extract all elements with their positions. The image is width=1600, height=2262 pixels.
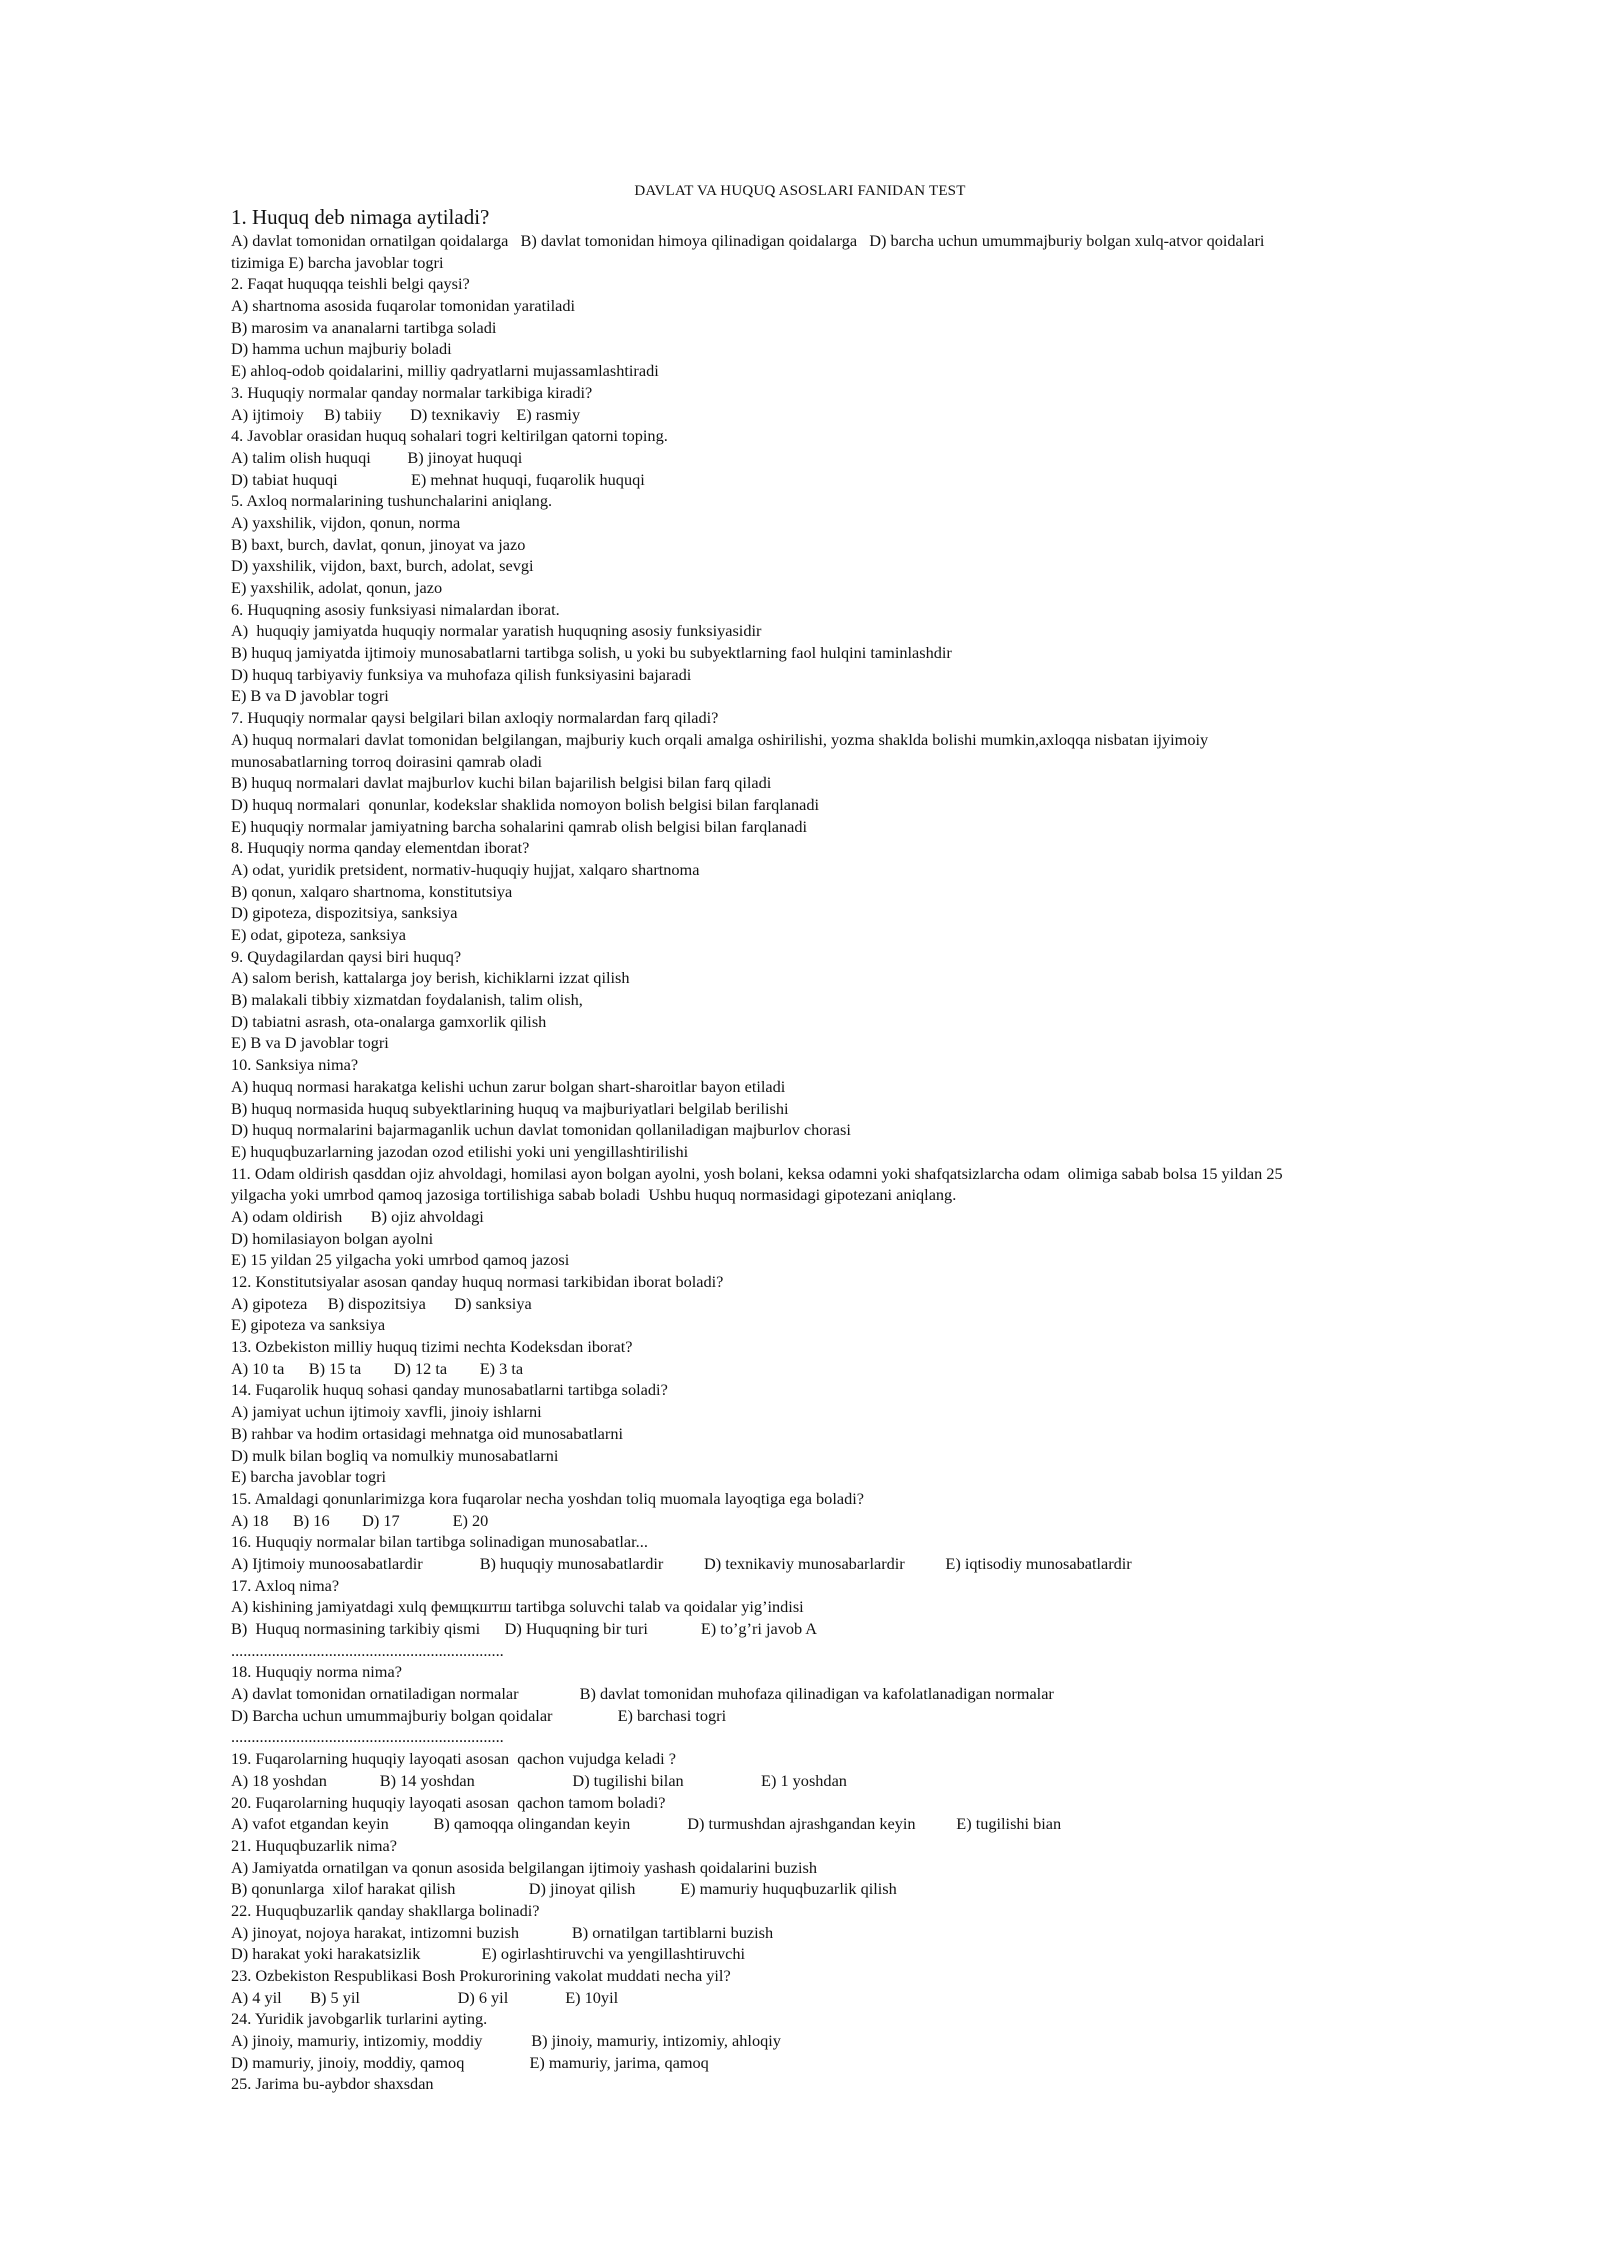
question-line: 15. Amaldagi qonunlarimizga kora fuqarolar necha yoshdan toliq muomala layoqtiga ega boladi? xyxy=(231,1488,864,1508)
question-line: 24. Yuridik javobgarlik turlarini ayting. xyxy=(231,2009,488,2029)
answer-line: E) odat, gipoteza, sanksiya xyxy=(231,925,406,944)
answer-line: D) tabiat huquqi E) mehnat huquqi, fuqarolik huquqi xyxy=(231,469,645,489)
question-line: 23. Ozbekiston Respublikasi Bosh Prokurorining vakolat muddati necha yil? xyxy=(231,1966,731,1985)
question-line: 25. Jarima bu-aybdor shaxsdan xyxy=(231,2074,434,2094)
answer-line: B) malakali tibbiy xizmatdan foydalanish, talim olish, xyxy=(231,990,583,1010)
question-line: 14. Fuqarolik huquq sohasi qanday munosabatlarni tartibga soladi? xyxy=(231,1380,668,1400)
answer-line: B) qonun, xalqaro shartnoma, konstitutsiya xyxy=(231,881,513,901)
answer-line: A) jinoiy, mamuriy, intizomiy, moddiy B) jinoiy, mamuriy, intizomiy, ahloqiy xyxy=(231,2031,781,2051)
answer-line: D) yaxshilik, vijdon, baxt, burch, adolat, sevgi xyxy=(231,556,534,576)
answer-line: A) odat, yuridik pretsident, normativ-huquqiy hujjat, xalqaro shartnoma xyxy=(231,859,700,879)
answer-line: A) Jamiyatda ornatilgan va qonun asosida belgilangan ijtimoiy yashash qoidalarini buzish xyxy=(231,1857,817,1877)
answer-line: B) huquq jamiyatda ijtimoiy munosabatlarni tartibga solish, u yoki bu subyektlarning faol hulqini taminlashdir xyxy=(231,643,952,663)
question-line: 6. Huquqning asosiy funksiyasi nimalardan iborat. xyxy=(231,599,560,619)
answer-line: E) ahloq-odob qoidalarini, milliy qadryatlarni mujassamlashtiradi xyxy=(231,361,659,381)
question-line: 18. Huquqiy norma nima? xyxy=(231,1662,402,1682)
answer-line: D) mamuriy, jinoiy, moddiy, qamoq E) mamuriy, jarima, qamoq xyxy=(231,2052,709,2072)
answer-line: E) gipoteza va sanksiya xyxy=(231,1315,386,1335)
answer-line: B) huquq normasida huquq subyektlarining huquq va majburiyatlari belgilab berilishi xyxy=(231,1098,789,1118)
answer-line: E) 15 yildan 25 yilgacha yoki umrbod qamoq jazosi xyxy=(231,1250,570,1270)
answer-line: A) 10 ta B) 15 ta D) 12 ta E) 3 ta xyxy=(231,1358,524,1378)
question-line: 11. Odam oldirish qasddan ojiz ahvoldagi, homilasi ayon bolgan ayolni, yosh bolani, keksa odamni yoki shafqatsizlarcha odam olimiga sabab bolsa 15 yildan 25 xyxy=(231,1163,1283,1183)
answer-line: A) odam oldirish B) ojiz ahvoldagi xyxy=(231,1206,484,1226)
document-title: DAVLAT VA HUQUQ ASOSLARI FANIDAN TEST xyxy=(634,183,966,199)
answer-line: A) davlat tomonidan ornatilgan qoidalarga B) davlat tomonidan himoya qilinadigan qoidalarga D) barcha uchun umummajburiy bolgan xulq-atvor qoidalari xyxy=(231,231,1265,250)
answer-line: A) Ijtimoiy munoosabatlardir B) huquqiy munosabatlardir D) texnikaviy munosabarlardir E) iqtisodiy munosabatlardir xyxy=(231,1553,1132,1573)
answer-line: A) huquq normasi harakatga kelishi uchun zarur bolgan shart-sharoitlar bayon etiladi xyxy=(231,1076,786,1096)
answer-line: A) vafot etgandan keyin B) qamoqqa olingandan keyin D) turmushdan ajrashgandan keyin E) tugilishi bian xyxy=(231,1814,1062,1834)
answer-line: D) gipoteza, dispozitsiya, sanksiya xyxy=(231,903,458,923)
question-line: 16. Huquqiy normalar bilan tartibga solinadigan munosabatlar... xyxy=(231,1532,648,1552)
answer-line: A) jamiyat uchun ijtimoiy xavfli, jinoiy ishlarni xyxy=(231,1402,542,1422)
text-line: yilgacha yoki umrbod qamoq jazosiga tortilishiga sabab boladi Ushbu huquq normasidagi gipotezani aniqlang. xyxy=(231,1185,957,1205)
question-line: 21. Huquqbuzarlik nima? xyxy=(231,1835,397,1855)
answer-line: D) mulk bilan bogliq va nomulkiy munosabatlarni xyxy=(231,1445,559,1465)
dotted-separator: ................................................................... xyxy=(231,1727,504,1747)
answer-line: A) ijtimoiy B) tabiiy D) texnikaviy E) rasmiy xyxy=(231,404,581,424)
answer-line: E) huquqiy normalar jamiyatning barcha sohalarini qamrab olish belgisi bilan farqlanadi xyxy=(231,816,808,836)
answer-line: A) shartnoma asosida fuqarolar tomonidan yaratiladi xyxy=(231,296,576,316)
answer-line: D) huquq normalari qonunlar, kodekslar shaklida nomoyon bolish belgisi bilan farqlanadi xyxy=(231,794,820,814)
answer-line: A) salom berish, kattalarga joy berish, kichiklarni izzat qilish xyxy=(231,968,630,988)
question-line: 9. Quydagilardan qaysi biri huquq? xyxy=(231,946,462,966)
answer-line: B) rahbar va hodim ortasidagi mehnatga oid munosabatlarni xyxy=(231,1423,623,1443)
answer-line: E) B va D javoblar togri xyxy=(231,1033,389,1053)
answer-line: A) kishining jamiyatdagi xulq фемщкштш tartibga soluvchi talab va qoidalar yig’indisi xyxy=(231,1597,804,1617)
answer-line: E) B va D javoblar togri xyxy=(231,686,389,706)
answer-line: A) jinoyat, nojoya harakat, intizomni buzish B) ornatilgan tartiblarni buzish xyxy=(231,1922,774,1942)
answer-line: D) Barcha uchun umummajburiy bolgan qoidalar E) barchasi togri xyxy=(231,1705,727,1725)
question-line: 1. Huquq deb nimaga aytiladi? xyxy=(231,205,490,229)
answer-line: D) huquq normalarini bajarmaganlik uchun davlat tomonidan qollaniladigan majburlov chorasi xyxy=(231,1120,851,1140)
answer-line: D) tabiatni asrash, ota-onalarga gamxorlik qilish xyxy=(231,1011,547,1031)
answer-line: E) yaxshilik, adolat, qonun, jazo xyxy=(231,578,443,597)
answer-line: D) hamma uchun majburiy boladi xyxy=(231,339,452,359)
answer-line: B) Huquq normasining tarkibiy qismi D) Huquqning bir turi E) to’g’ri javob A xyxy=(231,1619,818,1638)
answer-line: A) 18 yoshdan B) 14 yoshdan D) tugilishi bilan E) 1 yoshdan xyxy=(231,1770,847,1790)
answer-line: A) huquq normalari davlat tomonidan belgilangan, majburiy kuch orqali amalga oshirilishi, yozma shaklda bolishi mumkin,axloqqa nisbatan ijyimoiy xyxy=(231,729,1209,749)
question-line: 3. Huquqiy normalar qanday normalar tarkibiga kiradi? xyxy=(231,382,593,402)
question-line: 22. Huquqbuzarlik qanday shakllarga bolinadi? xyxy=(231,1900,540,1920)
question-line: 10. Sanksiya nima? xyxy=(231,1055,359,1075)
answer-line: A) 18 B) 16 D) 17 E) 20 xyxy=(231,1510,489,1530)
answer-line: E) barcha javoblar togri xyxy=(231,1467,387,1487)
question-line: 4. Javoblar orasidan huquq sohalari togri keltirilgan qatorni toping. xyxy=(231,426,668,446)
question-line: 19. Fuqarolarning huquqiy layoqati asosan qachon vujudga keladi ? xyxy=(231,1749,676,1769)
answer-line: B) marosim va ananalarni tartibga soladi xyxy=(231,317,497,337)
question-line: 17. Axloq nima? xyxy=(231,1575,340,1595)
answer-line: E) huquqbuzarlarning jazodan ozod etilishi yoki uni yengillashtirilishi xyxy=(231,1141,689,1161)
answer-line: D) harakat yoki harakatsizlik E) ogirlashtiruvchi va yengillashtiruvchi xyxy=(231,1944,746,1964)
dotted-separator: ................................................................... xyxy=(231,1640,504,1660)
question-line: 5. Axloq normalarining tushunchalarini aniqlang. xyxy=(231,491,553,511)
answer-line: D) homilasiayon bolgan ayolni xyxy=(231,1228,434,1248)
text-line: munosabatlarning torroq doirasini qamrab oladi xyxy=(231,751,543,771)
question-line: 2. Faqat huquqqa teishli belgi qaysi? xyxy=(231,274,470,294)
answer-line: D) huquq tarbiyaviy funksiya va muhofaza qilish funksiyasini bajaradi xyxy=(231,664,692,684)
question-line: 8. Huquqiy norma qanday elementdan iborat? xyxy=(231,838,530,858)
document-body xyxy=(231,204,1471,2095)
answer-line: B) qonunlarga xilof harakat qilish D) jinoyat qilish E) mamuriy huquqbuzarlik qilish xyxy=(231,1879,897,1899)
answer-line: B) huquq normalari davlat majburlov kuchi bilan bajarilish belgisi bilan farq qiladi xyxy=(231,773,772,793)
answer-line: A) gipoteza B) dispozitsiya D) sanksiya xyxy=(231,1293,532,1313)
question-line: 12. Konstitutsiyalar asosan qanday huquq normasi tarkibidan iborat boladi? xyxy=(231,1272,724,1291)
answer-line: A) talim olish huquqi B) jinoyat huquqi xyxy=(231,447,523,467)
answer-line: A) huquqiy jamiyatda huquqiy normalar yaratish huquqning asosiy funksiyasidir xyxy=(231,621,762,641)
answer-line: A) yaxshilik, vijdon, qonun, norma xyxy=(231,512,461,532)
question-line: 20. Fuqarolarning huquqiy layoqati asosan qachon tamom boladi? xyxy=(231,1792,666,1812)
text-line: tizimiga E) barcha javoblar togri xyxy=(231,252,444,272)
answer-line: A) davlat tomonidan ornatiladigan normalar B) davlat tomonidan muhofaza qilinadigan va kafolatlanadigan normalar xyxy=(231,1684,1054,1704)
answer-line: B) baxt, burch, davlat, qonun, jinoyat va jazo xyxy=(231,534,526,554)
question-line: 7. Huquqiy normalar qaysi belgilari bilan axloqiy normalardan farq qiladi? xyxy=(231,708,719,728)
question-line: 13. Ozbekiston milliy huquq tizimi nechta Kodeksdan iborat? xyxy=(231,1337,633,1357)
answer-line: A) 4 yil B) 5 yil D) 6 yil E) 10yil xyxy=(231,1987,619,2007)
